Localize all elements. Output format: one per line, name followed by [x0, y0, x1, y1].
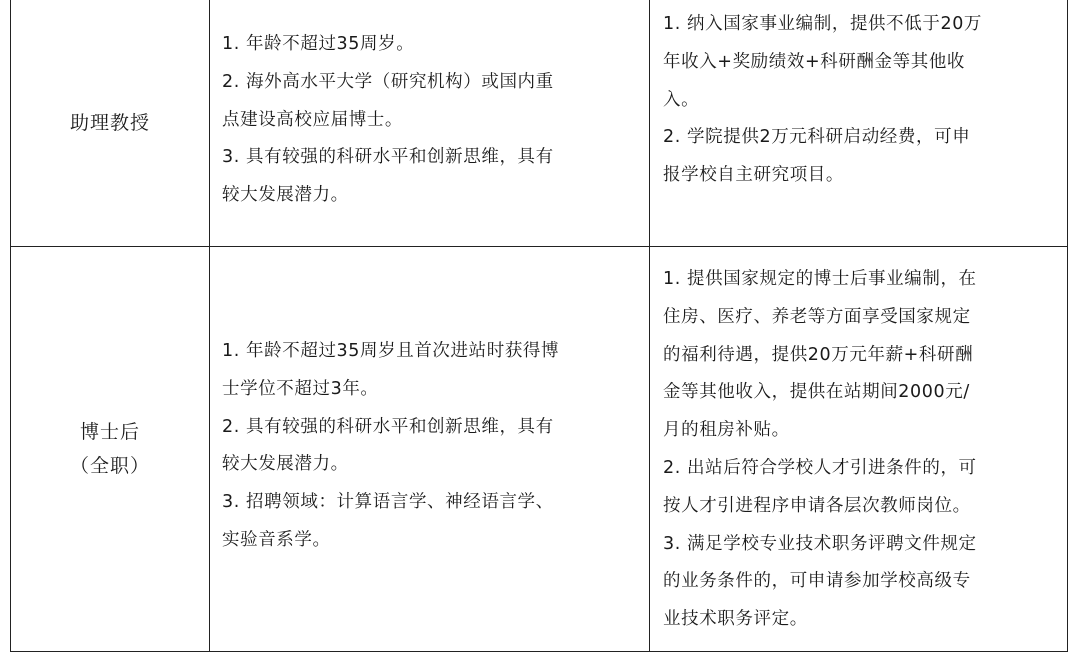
benefit-line: 业技术职务评定。: [663, 609, 808, 630]
requirement-line: 3. 招聘领域：计算语言学、神经语言学、: [222, 492, 554, 513]
requirement-line: 较大发展潜力。: [222, 454, 349, 475]
benefit-line: 1. 纳入国家事业编制，提供不低于20万: [663, 14, 983, 34]
benefit-line: 入。: [663, 89, 700, 110]
table-border-right: [1067, 0, 1068, 652]
table-divider-2: [649, 0, 650, 652]
requirement-line: 2. 具有较强的科研水平和创新思维，具有: [222, 416, 554, 437]
benefit-line: 3. 满足学校专业技术职务评聘文件规定: [663, 533, 977, 554]
requirement-line: 士学位不超过3年。: [222, 378, 379, 399]
benefit-line: 2. 出站后符合学校人才引进条件的，可: [663, 457, 977, 478]
position-title: 助理教授: [69, 112, 150, 134]
benefit-line: 报学校自主研究项目。: [663, 165, 844, 186]
position-title: 博士后: [79, 421, 140, 443]
requirements-cell: [222, 333, 647, 560]
benefit-line: 按人才引进程序申请各层次教师岗位。: [663, 495, 971, 516]
requirements-cell: [222, 26, 647, 215]
requirement-line: 3. 具有较强的科研水平和创新思维，具有: [222, 147, 554, 168]
benefit-line: 金等其他收入，提供在站期间2000元/: [663, 382, 970, 403]
benefit-line: 1. 提供国家规定的博士后事业编制，在: [663, 269, 977, 289]
position-subtitle: （全职）: [69, 455, 150, 477]
table-border-bottom: [10, 651, 1068, 652]
benefit-line: 的业务条件的，可申请参加学校高级专: [663, 571, 971, 592]
benefits-cell: [663, 6, 1065, 195]
benefit-line: 的福利待遇，提供20万元年薪+科研酬: [663, 344, 974, 365]
requirement-line: 1. 年龄不超过35周岁。: [222, 34, 415, 54]
table-row: [11, 247, 209, 651]
benefit-line: 2. 学院提供2万元科研启动经费，可申: [663, 127, 971, 148]
requirement-line: 较大发展潜力。: [222, 185, 349, 206]
table-divider-1: [209, 0, 210, 652]
requirement-line: 2. 海外高水平大学（研究机构）或国内重: [222, 71, 554, 92]
requirement-line: 1. 年龄不超过35周岁且首次进站时获得博: [222, 341, 560, 361]
requirement-line: 点建设高校应届博士。: [222, 109, 403, 130]
benefit-line: 住房、医疗、养老等方面享受国家规定: [663, 306, 971, 327]
benefit-line: 年收入+奖励绩效+科研酬金等其他收: [663, 51, 966, 72]
benefit-line: 月的租房补贴。: [663, 420, 790, 441]
benefits-cell: [663, 261, 1065, 639]
table-row: [11, 0, 209, 246]
requirement-line: 实验音系学。: [222, 529, 331, 550]
